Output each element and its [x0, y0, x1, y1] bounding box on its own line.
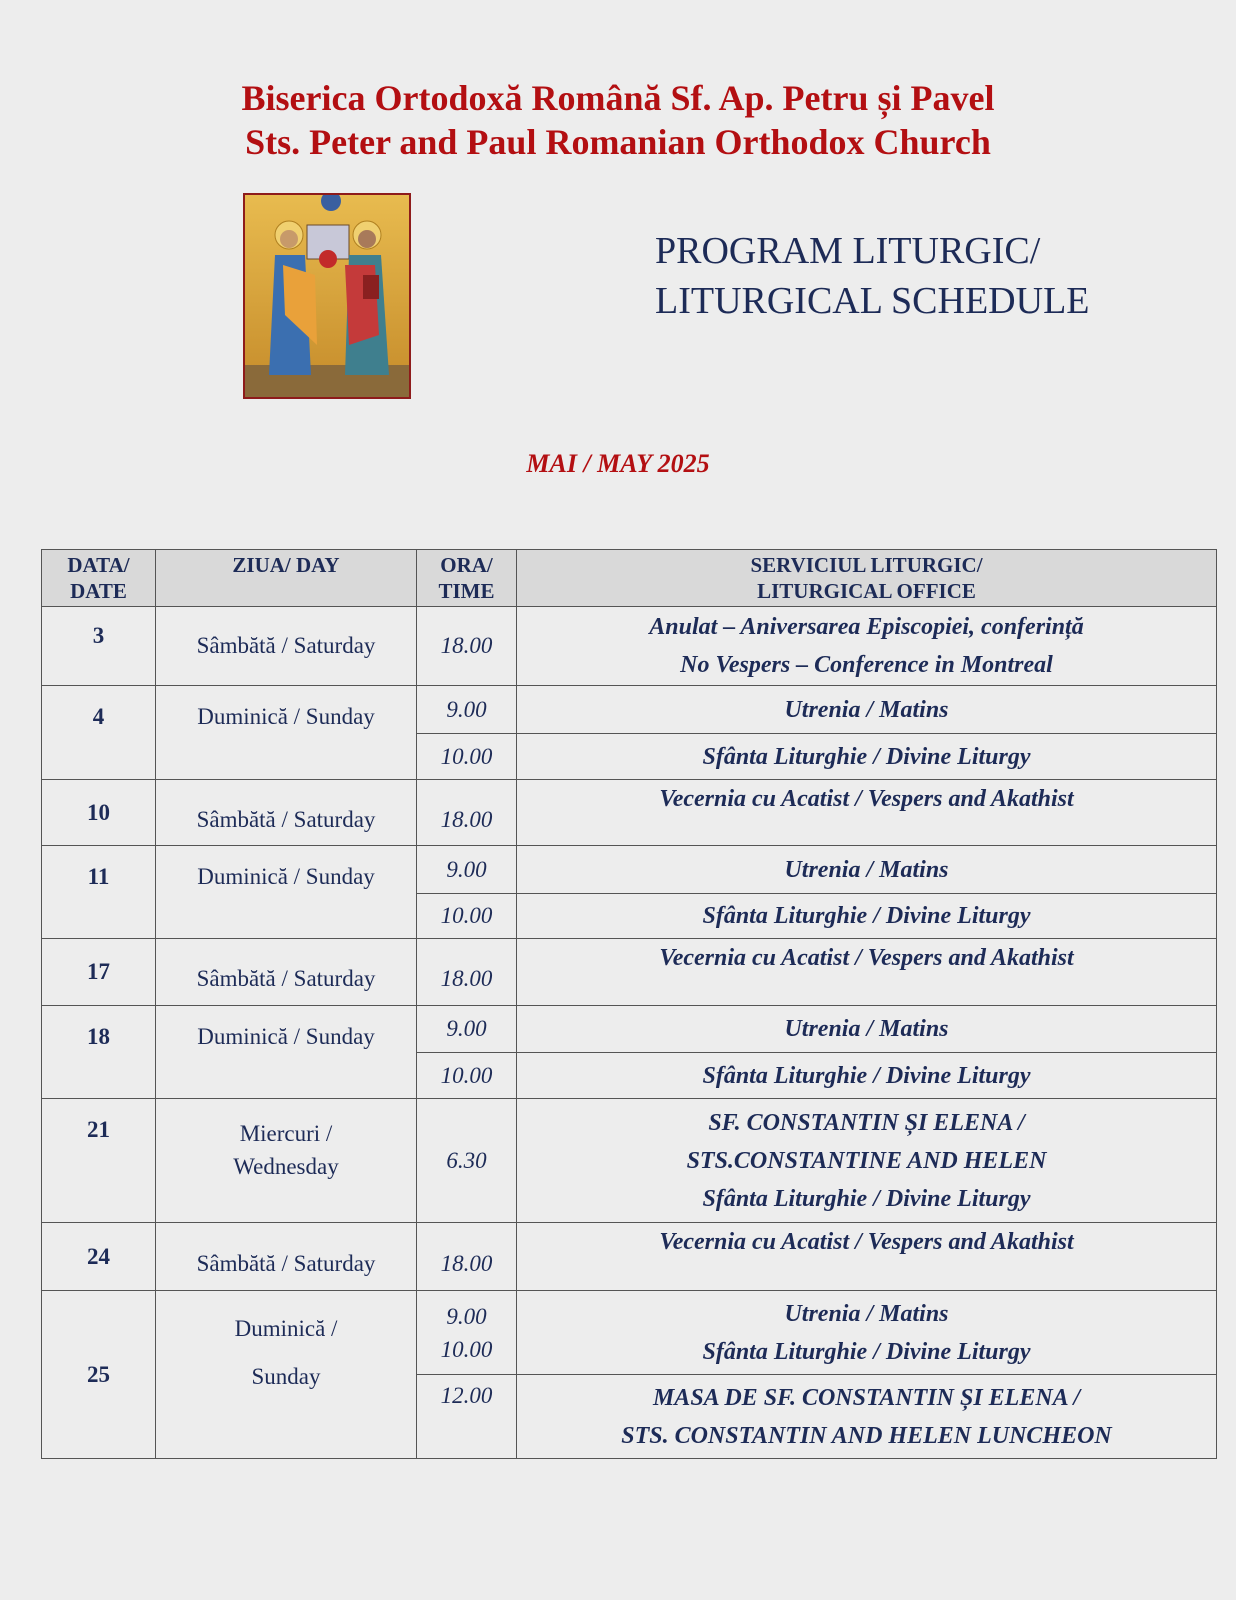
- row-time: 9.00 10.00: [417, 1291, 517, 1375]
- row-date: 17: [42, 939, 156, 1006]
- row-time: 18.00: [417, 939, 517, 1006]
- row-date: 11: [42, 846, 156, 939]
- table-row: [42, 1291, 1217, 1375]
- table-header-row: [42, 550, 1217, 607]
- header-service: SERVICIUL LITURGIC/ LITURGICAL OFFICE: [517, 550, 1217, 607]
- row-day: Sâmbătă / Saturday: [156, 939, 417, 1006]
- table-row: [42, 780, 1217, 846]
- row-date: 4: [42, 686, 156, 780]
- row-service: Sfânta Liturghie / Divine Liturgy: [517, 734, 1217, 780]
- row-service: Utrenia / Matins: [517, 846, 1217, 894]
- table-row: [42, 607, 1217, 686]
- row-service: SF. CONSTANTIN ȘI ELENA / STS.CONSTANTINE AND HELEN Sfânta Liturghie / Divine Liturgy: [517, 1099, 1217, 1223]
- row-time: 10.00: [417, 894, 517, 939]
- row-service: Vecernia cu Acatist / Vespers and Akathist: [517, 1223, 1217, 1291]
- row-date: 21: [42, 1099, 156, 1223]
- row-day: Duminică / Sunday: [156, 1006, 417, 1099]
- row-day: Miercuri / Wednesday: [156, 1099, 417, 1223]
- schedule-heading-line-2: LITURGICAL SCHEDULE: [655, 280, 1090, 322]
- church-title-english: Sts. Peter and Paul Romanian Orthodox Church: [245, 122, 991, 162]
- table-row: [42, 1223, 1217, 1291]
- table-row: [42, 1006, 1217, 1053]
- table-row: [42, 686, 1217, 734]
- row-date: 10: [42, 780, 156, 846]
- row-time: 9.00: [417, 686, 517, 734]
- saints-peter-paul-icon: [243, 193, 411, 399]
- row-service: Utrenia / Matins Sfânta Liturghie / Divine Liturgy: [517, 1291, 1217, 1375]
- row-time: 18.00: [417, 607, 517, 686]
- row-service: Utrenia / Matins: [517, 1006, 1217, 1053]
- header-date: DATA/ DATE: [42, 550, 156, 607]
- row-day: Duminică / Sunday: [156, 846, 417, 939]
- row-day: Sâmbătă / Saturday: [156, 1223, 417, 1291]
- month-label: MAI / MAY 2025: [526, 449, 710, 478]
- row-time: 10.00: [417, 1053, 517, 1099]
- row-service: Anulat – Aniversarea Episcopiei, conferință No Vespers – Conference in Montreal: [517, 607, 1217, 686]
- header-day: ZIUA/ DAY: [156, 550, 417, 607]
- row-day: Sâmbătă / Saturday: [156, 780, 417, 846]
- row-date: 25: [42, 1291, 156, 1459]
- schedule-heading-line-1: PROGRAM LITURGIC/: [655, 230, 1041, 272]
- row-time: 9.00: [417, 1006, 517, 1053]
- row-service: Vecernia cu Acatist / Vespers and Akathist: [517, 780, 1217, 846]
- church-title-romanian: Biserica Ortodoxă Română Sf. Ap. Petru și Pavel: [241, 78, 995, 118]
- row-time: 12.00: [417, 1375, 517, 1459]
- row-time: 18.00: [417, 1223, 517, 1291]
- row-service: Utrenia / Matins: [517, 686, 1217, 734]
- row-date: 24: [42, 1223, 156, 1291]
- row-date: 18: [42, 1006, 156, 1099]
- table-row: [42, 1099, 1217, 1223]
- row-time: 18.00: [417, 780, 517, 846]
- row-date: 3: [42, 607, 156, 686]
- row-time: 10.00: [417, 734, 517, 780]
- row-time: 9.00: [417, 846, 517, 894]
- row-day: Duminică / Sunday: [156, 1291, 417, 1459]
- row-service: Sfânta Liturghie / Divine Liturgy: [517, 1053, 1217, 1099]
- header-time: ORA/ TIME: [417, 550, 517, 607]
- liturgical-schedule-table: [41, 549, 1217, 1459]
- row-service: Sfânta Liturghie / Divine Liturgy: [517, 894, 1217, 939]
- row-day: Duminică / Sunday: [156, 686, 417, 780]
- row-service: Vecernia cu Acatist / Vespers and Akathist: [517, 939, 1217, 1006]
- row-time: 6.30: [417, 1099, 517, 1223]
- row-service: MASA DE SF. CONSTANTIN ȘI ELENA / STS. CONSTANTIN AND HELEN LUNCHEON: [517, 1375, 1217, 1459]
- table-row: [42, 939, 1217, 1006]
- row-day: Sâmbătă / Saturday: [156, 607, 417, 686]
- schedule-heading: [655, 226, 1090, 326]
- table-row: [42, 846, 1217, 894]
